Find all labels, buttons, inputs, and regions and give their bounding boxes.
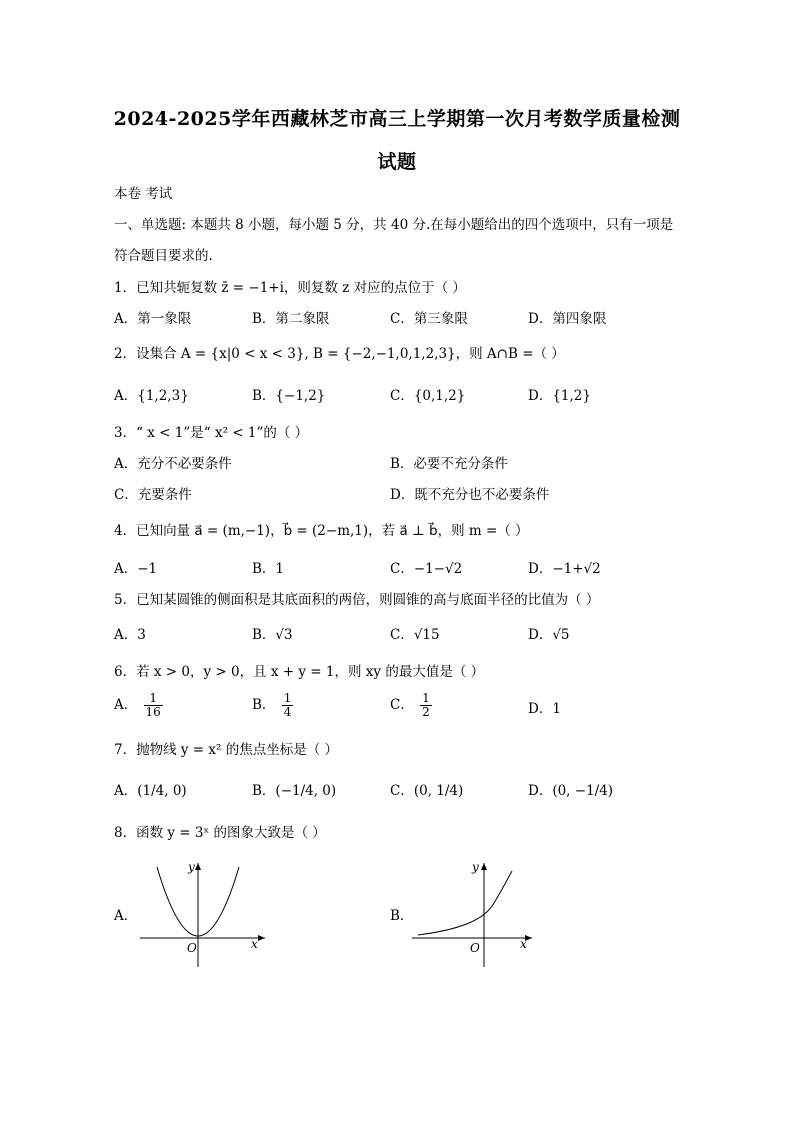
question-5-stem: 5．已知某圆锥的侧面积是其底面积的两倍，则圆锥的高与底面半径的比值为（ ） bbox=[114, 592, 600, 608]
graph-a-parabola bbox=[135, 855, 270, 970]
question-6-stem: 6．若 x > 0，y > 0，且 x + y = 1，则 xy 的最大值是（ ） bbox=[114, 664, 485, 680]
option-value: (1/4, 0) bbox=[137, 783, 187, 799]
question-1-option-b: B．第二象限 bbox=[252, 311, 330, 327]
question-8-option-a-label: A． bbox=[114, 908, 138, 924]
question-2-option-a: A．{1,2,3} bbox=[114, 388, 189, 404]
question-6-option-b bbox=[252, 692, 295, 719]
question-5-option-a: A．3 bbox=[114, 627, 146, 643]
question-4-option-d: D．−1+√2 bbox=[528, 561, 601, 577]
question-5-option-d: D．√5 bbox=[528, 627, 570, 643]
numerator: 1 bbox=[144, 692, 163, 706]
question-7-stem: 7．抛物线 y = x² 的焦点坐标是（ ） bbox=[114, 742, 339, 758]
question-4-option-c: C．−1−√2 bbox=[390, 561, 463, 577]
option-label: C． bbox=[390, 697, 414, 713]
question-6-option-a bbox=[114, 692, 165, 719]
option-value: (0, 1/4) bbox=[413, 783, 464, 799]
exam-title-continued: 试题 bbox=[377, 151, 417, 173]
y-axis-arrow-icon bbox=[195, 863, 201, 870]
option-label: D． bbox=[528, 783, 553, 799]
option-label: A． bbox=[114, 783, 138, 799]
fraction bbox=[420, 692, 432, 719]
denominator: 2 bbox=[422, 705, 430, 719]
x-axis-label: x bbox=[520, 937, 527, 951]
x-axis-arrow-icon bbox=[258, 935, 265, 941]
question-4-option-b: B．1 bbox=[252, 561, 285, 577]
x-axis-label: x bbox=[251, 937, 258, 951]
numerator: 1 bbox=[422, 691, 430, 705]
question-1-stem: 1．已知共轭复数 z̄ = −1+i，则复数 z 对应的点位于（ ） bbox=[114, 280, 466, 296]
question-3-option-d: D．既不充分也不必要条件 bbox=[390, 487, 550, 503]
question-3-option-a: A．充分不必要条件 bbox=[114, 456, 232, 472]
question-8-option-b-label: B． bbox=[390, 908, 414, 924]
question-2-stem: 2．设集合 A = {x|0 < x < 3}, B = {−2,−1,0,1,2,3}，则 A∩B =（ ） bbox=[114, 346, 565, 362]
origin-label: O bbox=[470, 941, 480, 955]
option-label: B． bbox=[252, 783, 276, 799]
question-3-option-b: B．必要不充分条件 bbox=[390, 456, 508, 472]
option-label: C． bbox=[390, 783, 414, 799]
header-note: 本卷 考试 bbox=[114, 186, 173, 202]
question-7-option-b bbox=[252, 781, 336, 801]
question-7-option-a bbox=[114, 781, 187, 801]
numerator: 1 bbox=[283, 691, 292, 705]
question-8-stem: 8．函数 y = 3ˣ 的图象大致是（ ） bbox=[114, 825, 326, 841]
question-7-option-c bbox=[390, 781, 463, 801]
question-6-option-d: D．1 bbox=[528, 701, 561, 717]
question-4-option-a: A．−1 bbox=[114, 561, 158, 577]
option-label: B． bbox=[252, 697, 276, 713]
question-5-option-c: C．√15 bbox=[390, 627, 440, 643]
option-label: A． bbox=[114, 697, 138, 713]
question-1-option-a: A．第一象限 bbox=[114, 311, 192, 327]
y-axis-label: y bbox=[472, 860, 479, 874]
denominator: 16 bbox=[145, 705, 161, 719]
exponential-curve bbox=[418, 871, 512, 935]
fraction bbox=[282, 692, 294, 719]
fraction bbox=[144, 692, 163, 719]
question-1-option-d: D．第四象限 bbox=[528, 311, 607, 327]
y-axis-arrow-icon bbox=[481, 863, 487, 870]
question-2-option-d: D．{1,2} bbox=[528, 388, 591, 404]
question-4-stem: 4．已知向量 a⃗ = (m,−1)，b⃗ = (2−m,1)，若 a⃗ ⊥ b⃗，则 m =（ ） bbox=[114, 523, 529, 539]
question-7-option-d bbox=[528, 781, 613, 801]
question-1-option-c: C．第三象限 bbox=[390, 311, 468, 327]
question-3-option-c: C．充要条件 bbox=[114, 487, 192, 503]
question-6-option-c bbox=[390, 692, 434, 719]
section-intro-continued: 符合题目要求的. bbox=[114, 248, 213, 264]
section-intro: 一、单选题: 本题共 8 小题，每小题 5 分，共 40 分.在每小题给出的四个选项中，只有一项是 bbox=[114, 217, 674, 233]
question-2-option-c: C．{0,1,2} bbox=[390, 388, 466, 404]
y-axis-label: y bbox=[188, 860, 195, 874]
option-value: (0, −1/4) bbox=[552, 783, 614, 799]
question-5-option-b: B．√3 bbox=[252, 627, 293, 643]
denominator: 4 bbox=[283, 705, 292, 719]
graph-b-exponential bbox=[412, 855, 537, 970]
question-2-option-b: B．{−1,2} bbox=[252, 388, 326, 404]
origin-label: O bbox=[187, 941, 197, 955]
option-value: (−1/4, 0) bbox=[275, 783, 337, 799]
exam-title: 2024-2025学年西藏林芝市高三上学期第一次月考数学质量检测 bbox=[113, 108, 681, 130]
question-3-stem: 3．“ x < 1”是“ x² < 1”的（ ） bbox=[114, 425, 309, 441]
